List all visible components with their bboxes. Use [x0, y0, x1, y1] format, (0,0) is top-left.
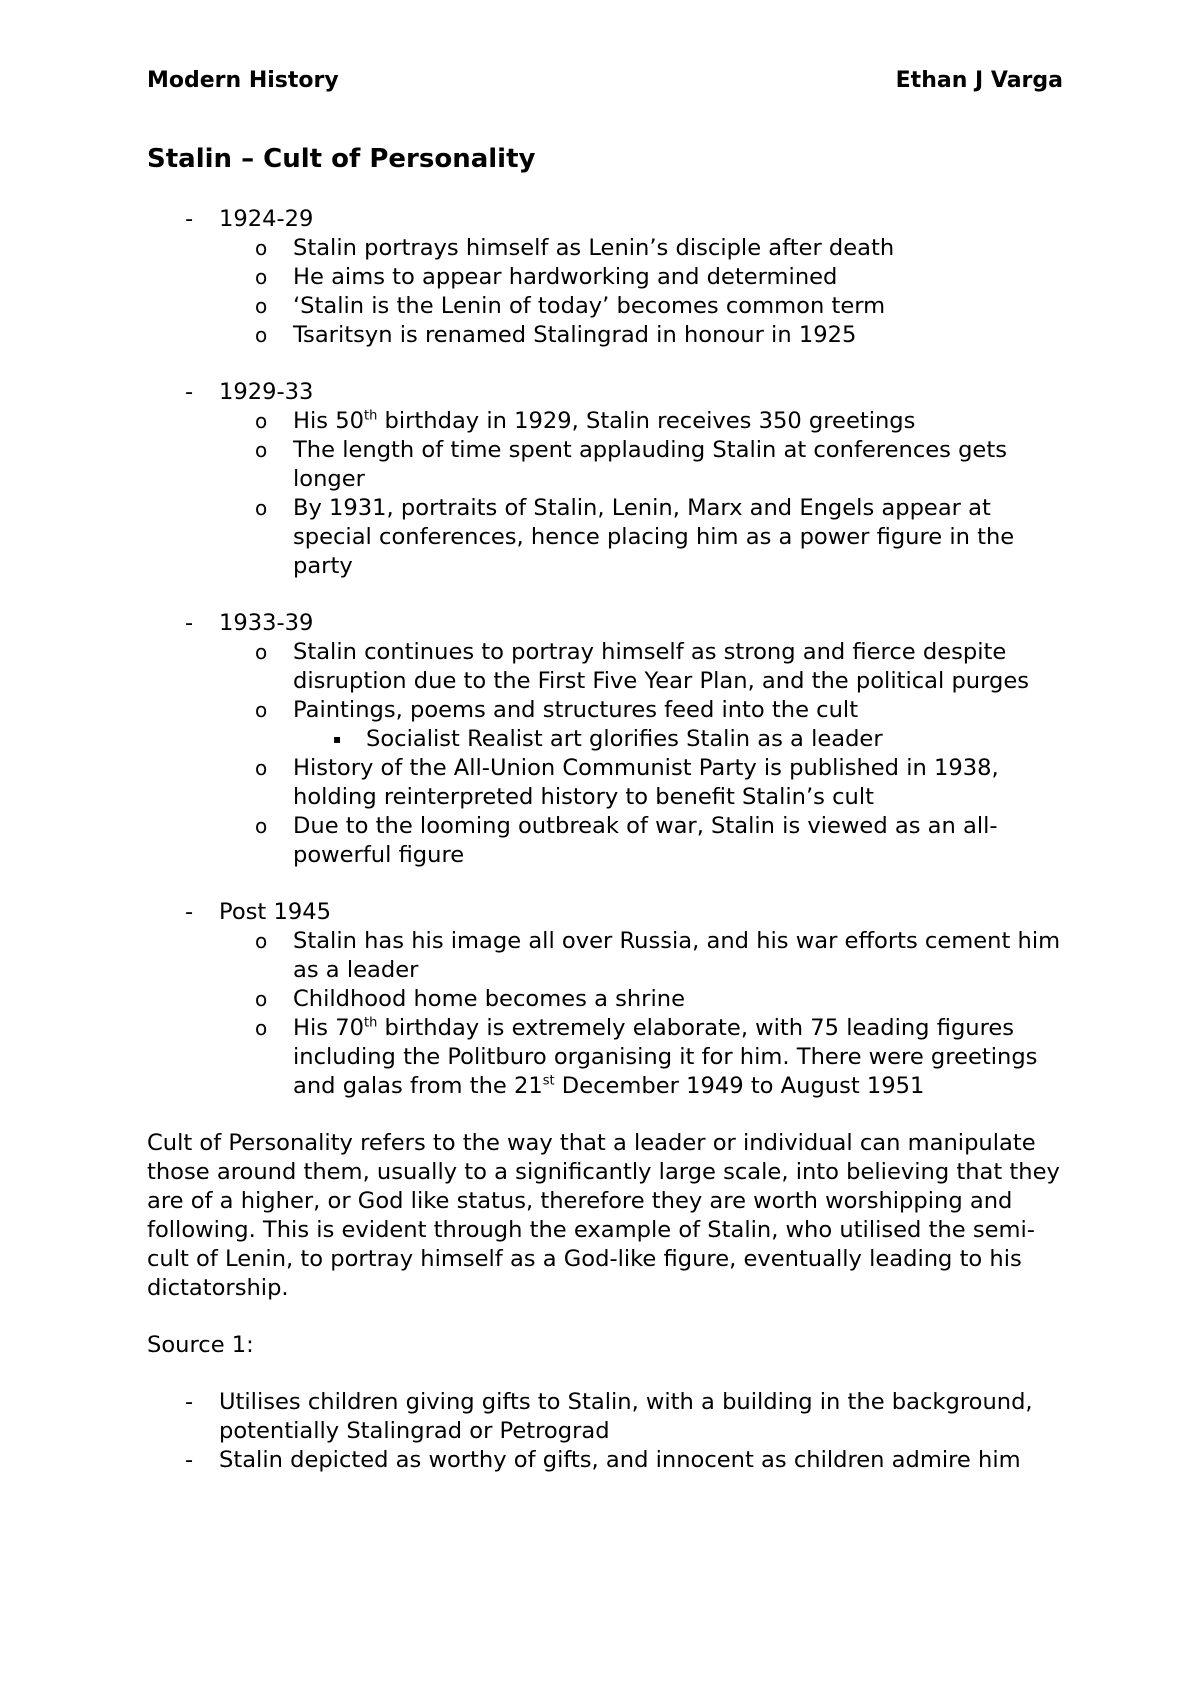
circle-bullet-icon: o: [255, 236, 268, 260]
dash-marker: -: [185, 610, 194, 636]
dash-marker: -: [185, 379, 194, 405]
bullet-text: Stalin continues to portray himself as strong and fierce despite disruption due to the First Five Year Plan, and the political purges: [293, 639, 1030, 694]
square-bullet-icon: ▪: [333, 732, 342, 746]
circle-bullet-icon: o: [255, 438, 268, 462]
section-heading-text: 1924-29: [219, 206, 314, 232]
dash-marker: -: [185, 1389, 194, 1415]
bullet-item: [147, 1014, 1067, 1101]
dash-marker: -: [185, 1447, 194, 1473]
circle-bullet-icon: o: [255, 409, 268, 433]
bullet-text: Stalin has his image all over Russia, and his war efforts cement him as a leader: [293, 928, 1061, 983]
sub-bullet-item: [147, 725, 1067, 754]
circle-bullet-icon: o: [255, 265, 268, 289]
source-label: Source 1:: [147, 1332, 254, 1358]
bullet-text: He aims to appear hardworking and determined: [293, 264, 838, 290]
bullet-item: [147, 436, 1067, 494]
bullet-text: The length of time spent applauding Stalin at conferences gets longer: [293, 437, 1007, 492]
bullet-text-part: His 70: [293, 1015, 364, 1041]
bullet-text: History of the All-Union Communist Party is published in 1938, holding reinterpreted history to benefit Stalin’s cult: [293, 755, 999, 810]
bullet-text-part: December 1949 to August 1951: [554, 1073, 925, 1099]
section-heading-text: Post 1945: [219, 899, 331, 925]
section-heading-text: 1933-39: [219, 610, 314, 636]
source-bullet-item: [147, 1446, 1067, 1475]
bullet-text: ‘Stalin is the Lenin of today’ becomes common term: [293, 293, 886, 319]
section-heading-post-1945: [147, 898, 1067, 927]
circle-bullet-icon: o: [255, 323, 268, 347]
definition-paragraph: Cult of Personality refers to the way that a leader or individual can manipulate those around them, usually to a significantly large scale, into believing that they are of a higher, or God like status, therefore they are worth worshipping and following. This is evident through the example of Stalin, who utilised the semi-cult of Lenin, to portray himself as a God-like figure, eventually leading to his dictatorship.: [147, 1130, 1060, 1301]
bullet-item: [147, 812, 1067, 870]
bullet-item: [147, 754, 1067, 812]
circle-bullet-icon: o: [255, 929, 268, 953]
circle-bullet-icon: o: [255, 640, 268, 664]
circle-bullet-icon: o: [255, 496, 268, 520]
bullet-text-part: birthday in 1929, Stalin receives 350 greetings: [377, 408, 916, 434]
bullet-item: [147, 263, 1067, 292]
bullet-item: [147, 985, 1067, 1014]
document-body: [147, 205, 1067, 1475]
page-header: [147, 68, 1063, 104]
bullet-item: [147, 638, 1067, 696]
bullet-text-part: birthday is extremely elaborate, with 75 leading figures including the Politburo organising it for him. There were greetings and galas from the 21: [293, 1015, 1038, 1099]
source-bullet-item: [147, 1388, 1067, 1446]
bullet-item: [147, 407, 1067, 436]
circle-bullet-icon: o: [255, 756, 268, 780]
section-heading-text: 1929-33: [219, 379, 314, 405]
source-bullet-text: Utilises children giving gifts to Stalin, with a building in the background, potentially Stalingrad or Petrograd: [219, 1389, 1033, 1444]
bullet-item: [147, 234, 1067, 263]
section-heading-1933-39: [147, 609, 1067, 638]
bullet-text-part: His 50: [293, 408, 364, 434]
dash-marker: -: [185, 206, 194, 232]
circle-bullet-icon: o: [255, 698, 268, 722]
ordinal-suffix: th: [363, 1015, 378, 1031]
bullet-item: [147, 321, 1067, 350]
bullet-text: Childhood home becomes a shrine: [293, 986, 685, 1012]
bullet-text: Tsaritsyn is renamed Stalingrad in honour in 1925: [293, 322, 857, 348]
section-heading-1929-33: [147, 378, 1067, 407]
circle-bullet-icon: o: [255, 814, 268, 838]
bullet-text: Paintings, poems and structures feed into the cult: [293, 697, 859, 723]
circle-bullet-icon: o: [255, 1016, 268, 1040]
bullet-item: [147, 927, 1067, 985]
source-bullet-text: Stalin depicted as worthy of gifts, and innocent as children admire him: [219, 1447, 1021, 1473]
bullet-item: [147, 696, 1067, 725]
sub-bullet-text: Socialist Realist art glorifies Stalin as a leader: [366, 726, 883, 752]
bullet-text: Due to the looming outbreak of war, Stalin is viewed as an all-powerful figure: [293, 813, 998, 868]
bullet-item: [147, 292, 1067, 321]
header-course: Modern History: [147, 68, 339, 93]
ordinal-suffix: st: [542, 1073, 555, 1089]
dash-marker: -: [185, 899, 194, 925]
bullet-item: [147, 494, 1067, 581]
section-heading-1924-29: [147, 205, 1067, 234]
circle-bullet-icon: o: [255, 294, 268, 318]
document-title: Stalin – Cult of Personality: [147, 144, 536, 174]
ordinal-suffix: th: [363, 408, 378, 424]
circle-bullet-icon: o: [255, 987, 268, 1011]
bullet-text: By 1931, portraits of Stalin, Lenin, Marx and Engels appear at special conferences, hence placing him as a power figure in the party: [293, 495, 1015, 579]
header-author: Ethan J Varga: [895, 68, 1063, 93]
bullet-text: Stalin portrays himself as Lenin’s disciple after death: [293, 235, 895, 261]
